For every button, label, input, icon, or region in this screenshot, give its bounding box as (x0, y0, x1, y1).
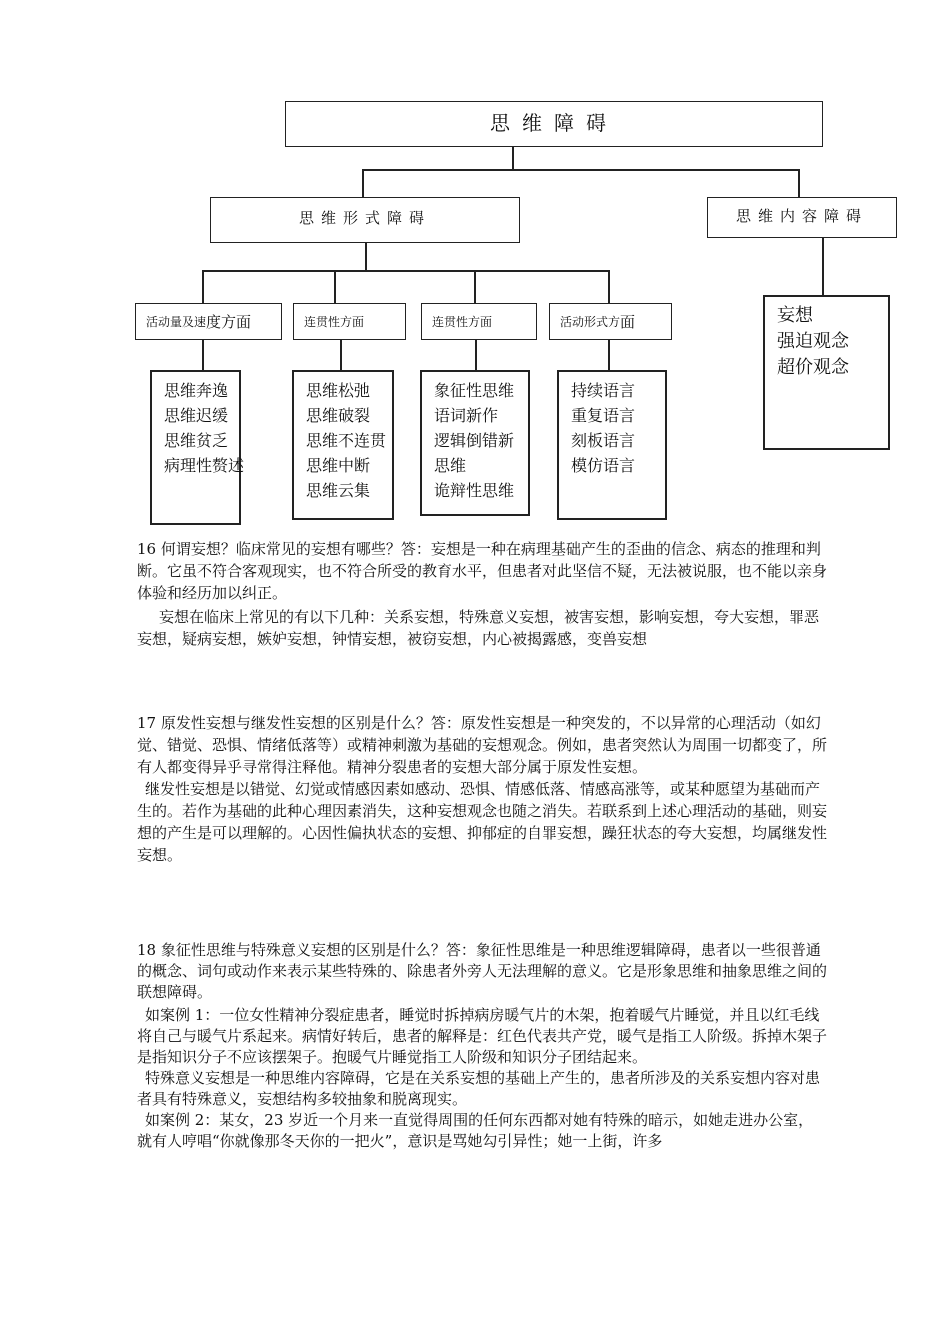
form-disorder-label: 思维形式障碍 (298, 209, 431, 227)
connector (798, 169, 800, 197)
aspect-node-activity-form (549, 303, 672, 340)
items-box-activity-form (557, 370, 667, 520)
q17-primary: 17 原发性妄想与继发性妄想的区别是什么？答：原发性妄想是一种突发的，不以异常的心理活动（如幻觉、错觉、恐惧、情绪低落等）或精神刺激为基础的妄想观念。例如，患者突然认为周围一切都变了，所有人都变得异乎寻常得注释他。精神分裂患者的妄想大部分属于原发性妄想。 (137, 714, 828, 776)
connector (202, 270, 204, 303)
q18-symbolic: 18 象征性思维与特殊意义妄想的区别是什么？答：象征性思维是一种思维逻辑障碍，患者以一些很普通的概念、词句或动作来表示某些特殊的、除患者外旁人无法理解的意义。它是形象思维和抽象思维之间的联想障碍。 (137, 941, 828, 1001)
content-disorder-label: 思维内容障碍 (735, 207, 868, 225)
list-item: 思维松弛 (306, 381, 371, 400)
section-q17 (137, 712, 827, 866)
connector (365, 243, 367, 270)
aspect-label: 活动量及速 (146, 315, 207, 329)
root-node (285, 101, 823, 147)
form-disorder-node (210, 197, 520, 243)
connector (362, 169, 799, 171)
connector (362, 169, 364, 197)
list-item: 逻辑倒错新 (434, 431, 515, 450)
list-item: 象征性思维 (434, 381, 515, 400)
list-item: 重复语言 (571, 406, 636, 425)
list-item: 思维不连贯 (306, 431, 387, 450)
q16-answer: 16 何谓妄想？临床常见的妄想有哪些？答：妄想是一种在病理基础产生的歪曲的信念、病态的推理和判断。它虽不符合客观现实，也不符合所受的教育水平，但患者对此坚信不疑，无法被说服，也不能以亲身体验和经历加以纠正。 (137, 540, 828, 602)
items-box-coherence-1 (292, 370, 394, 520)
content-item: 妄想 (777, 305, 813, 326)
q18-case1: 如案例 1：一位女性精神分裂症患者，睡觉时拆掉病房暖气片的木架，抱着暖气片睡觉，并且以红毛线将自己与暖气片系起来。病情好转后，患者的解释是：红色代表共产党，暖气是指工人阶级。拆掉木架子是指知识分子不应该摆架子。抱暖气片睡觉指工人阶级和知识分子团结起来。 (137, 1006, 828, 1066)
root-label: 思维障碍 (490, 111, 618, 135)
aspect-node-activity-speed (135, 303, 282, 340)
content-items-box (763, 295, 890, 450)
aspect-label-large: 面 (620, 313, 636, 331)
aspect-label-large: 度方面 (206, 313, 252, 331)
list-item: 语词新作 (434, 406, 499, 425)
aspect-label: 连贯性方面 (432, 315, 493, 329)
list-item: 刻板语言 (571, 431, 636, 450)
section-q16 (137, 538, 827, 650)
list-item: 思维迟缓 (164, 406, 229, 425)
aspect-label: 活动形式方 (560, 315, 621, 329)
list-item: 诡辩性思维 (434, 481, 515, 500)
list-item: 病理性赘述 (164, 456, 245, 475)
list-item: 思维云集 (306, 481, 371, 500)
connector (202, 270, 609, 272)
q18-case2: 如案例 2：某女，23 岁近一个月来一直觉得周围的任何东西都对她有特殊的暗示，如她走进办公室，就有人哼唱“你就像那冬天你的一把火”，意识是骂她勾引异性；她一上街，许多 (137, 1111, 814, 1150)
aspect-label: 连贯性方面 (304, 315, 365, 329)
content-item: 超价观念 (777, 357, 849, 378)
q17-secondary: 继发性妄想是以错觉、幻觉或情感因素如感动、恐惧、情感低落、情感高涨等，或某种愿望为基础而产生的。若作为基础的此种心理因素消失，这种妄想观念也随之消失。若联系到上述心理活动的基础，则妄想的产生是可以理解的。心因性偏执状态的妄想、抑郁症的自罪妄想，躁狂状态的夸大妄想，均属继发性妄想。 (137, 780, 828, 864)
list-item: 模仿语言 (571, 456, 636, 475)
q16-delusion-types: 妄想在临床上常见的有以下几种：关系妄想，特殊意义妄想，被害妄想，影响妄想，夸大妄想，罪恶妄想，疑病妄想，嫉妒妄想，钟情妄想，被窃妄想，内心被揭露感，变兽妄想 (137, 608, 820, 648)
connector (608, 270, 610, 303)
list-item: 思维奔逸 (164, 381, 229, 400)
items-box-coherence-2 (420, 370, 530, 516)
connector (202, 340, 204, 370)
connector (608, 340, 610, 370)
list-item: 思维 (434, 456, 467, 475)
connector (512, 147, 514, 169)
list-item: 思维贫乏 (164, 431, 229, 450)
aspect-node-coherence-2 (421, 303, 537, 340)
connector (340, 340, 342, 370)
connector (474, 270, 476, 303)
q18-special-meaning: 特殊意义妄想是一种思维内容障碍，它是在关系妄想的基础上产生的，患者所涉及的关系妄想内容对患者具有特殊意义，妄想结构多较抽象和脱离现实。 (137, 1069, 821, 1108)
items-box-activity-speed (150, 370, 245, 525)
connector (475, 340, 477, 370)
list-item: 持续语言 (571, 381, 636, 400)
list-item: 思维破裂 (306, 406, 371, 425)
list-item: 思维中断 (306, 456, 371, 475)
connector (822, 238, 824, 295)
connector (334, 270, 336, 303)
content-disorder-node (707, 197, 897, 238)
section-q18 (137, 940, 827, 1152)
content-item: 强迫观念 (777, 331, 849, 352)
aspect-node-coherence-1 (293, 303, 406, 340)
